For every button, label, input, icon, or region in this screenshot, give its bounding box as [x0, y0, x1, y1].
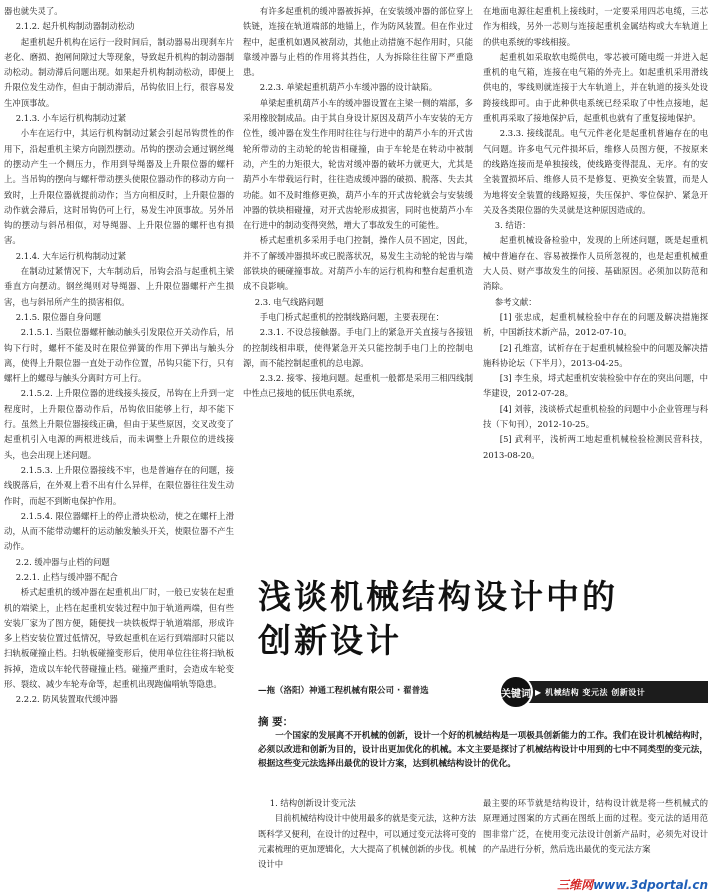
paragraph: 桥式起重机多采用手电门控制，操作人员不固定，因此，并不了解缓冲器损坏或已脱落状况，易发生主动轮的轮齿与端部铁块的硬碰撞事故。对葫芦小车的运行机构和整台起重机造成不良影响。: [243, 235, 473, 292]
paragraph: 在地面电源往起重机上接线时，一定要采用四芯电缆，三芯作为相线，另外一芯则与连接起重机金属结构或大车轨道上的供电系统的零线相接。: [483, 6, 708, 47]
section-heading: 参考文献：: [494, 296, 537, 307]
paragraph: 目前机械结构设计中使用最多的就是变元法，这种方法既科学又便利，在设计的过程中，可以通过变元法将可变的元素梳理的更加逻辑化，大大提高了机械创新的步伐。机械设计中: [258, 813, 476, 870]
paragraph: 桥式起重机的缓冲器在起重机出厂时，一般已安装在起重机的端梁上，止档在起重机安装过程中加于轨道两端，但有些安装厂家为了图方便，随便找一块铁板焊于轨道端部，形成许多上档安装位置过低情况，导致起重机在运行到端部时只能以扫轨板碰撞止档。扫轨板碰撞变形后，使用单位往往将扫轨板拆掉，造成以车轮代替碰撞止档。碰撞严重时，会造成车轮变形、裂纹、减少车轮寿命等，起重机出现跑偏啃轨等隐患。: [4, 587, 234, 690]
paragraph: 起重机械设备检验中，发现的上所述问题，既是起重机械中普遍存在、容易被操作人员所忽视的，也是起重机械重大人员、财产事故发生的问接、基础原因。必须加以防范和消除。: [483, 235, 708, 292]
watermark: [557, 876, 708, 893]
section-heading: 2.1.2. 起升机构制动器制动松动: [15, 21, 135, 32]
paragraph: 2.1.5.4. 限位器螺杆上的停止滑块松动，使之在螺杆上滑动，从而不能带动螺杆的运动触发触头开关，使限位器不产生动作。: [4, 510, 234, 552]
paragraph: 2.1.5.2. 上升限位器的进线接头接反，吊钩在上升到一定程度时，上升限位器动作后，吊钩依旧能够上行，却不能下行。虽然上升限位器接线正确，但由于某些原因，交叉改变了起重机引入电源的两根进线后，而未调整上升限位的进线接头，也会出现上述问题。: [4, 388, 234, 460]
section-heading: 2.1.4. 大车运行机构制动过紧: [15, 250, 127, 261]
paragraph: 手电门桥式起重机的控制线路问题，主要表现在：: [259, 311, 445, 322]
paragraph: 小车在运行中，其运行机构制动过紧会引起吊钩贯性的作用下，沿起重机主梁方向剧烈摆动。吊钩的摆动会通过钢丝绳的摆动产生一个侧压力，作用到导绳器及上升限位器的螺杆上。当吊钩的摆向与螺杆带动摆头使限位器动作的移动方向一致时，上升限位器就提前动作；当方向相反时，上升限位器的动作就会滞后，这时吊钩仍可上行，易发生冲顶事故。另外吊钩的摆动与斜吊相似，对导绳器、上升限位器的螺杆也有损害。: [4, 128, 234, 246]
section-heading: 2.1.3. 小车运行机构制动过紧: [15, 113, 127, 124]
abstract-text: 一个国家的发展离不开机械的创新，设计一个好的机械结构是一项极具创新能力的工作。我们在设计机械结构时，必须以改进和创新为目的，设计出更加优化的机械。本文主要是探讨了机械结构设计中用到的七中不同类型的变元法，根据这些变元法选择出最优的设计方案，达到机械结构设计的优化。: [258, 731, 708, 770]
section-heading: 2.2. 缓冲器与止档的问题: [15, 556, 110, 567]
keywords-list: 机械结构 变元法 创新设计: [545, 687, 646, 697]
column-5: [483, 796, 708, 857]
abstract-label: 摘 要：: [258, 716, 294, 728]
reference-item: [1] 张忠成，起重机械检验中存在的问题及解决措施探析，中国新技术新产品，2012-07-10。: [483, 311, 708, 338]
paragraph: 起重机如采取软电缆供电，零芯被可随电缆一并进入起重机的电气箱，连接在电气箱的外壳上。如起重机采用滑线供电的，零线则就连接于大车轨道上，并在轨道的接头处设跨接线即可。由于此种供电系统已经采取了中性点接地，起重机再采取了接地保护后，起重机也就有了重复接地保护。: [483, 51, 708, 124]
paragraph: 2.1.5.1. 当限位器螺杆触动触头引发限位开关动作后，吊钩下行时，螺杆不能及时在限位弹簧的作用下弹出与触头分离，使得上升限位器一直处于动作位置，吊钩只能下行，只有螺杆上的螺母与触头分离时方可上行。: [4, 327, 234, 384]
reference-item: [2] 孔维富，试析存在于起重机械检验中的问题及解决措施科协论坛（下半月），2013-04-25。: [483, 342, 708, 368]
paragraph: 最主要的环节就是结构设计，结构设计就是将一些机械式的原理通过图案的方式画在图纸上面的过程。变元法的适用范围非常广泛，在使用变元法设计创新产品时，必须先对设计的产品进行分析，然后选出最优的变元法方案: [483, 798, 708, 854]
reference-item: [3] 李生泉，埒式起重机安装检验中存在的突出问题，中华建设，2012-07-28。: [483, 373, 708, 399]
arrow-icon: ▶: [535, 687, 542, 697]
column-2: [243, 4, 473, 402]
section-heading: 3. 结语：: [494, 220, 531, 231]
paragraph: 2.3.2. 接零、接地问题。起重机一般都是采用三相四线制中性点已接地的低压供电系统，: [243, 373, 473, 399]
article-title-line-1: 浅谈机械结构设计中的: [258, 577, 618, 616]
article-title: [258, 575, 708, 663]
article-title-line-2: 创新设计: [258, 621, 402, 660]
column-4: [258, 796, 476, 872]
watermark-url: www.3dportal.cn: [593, 878, 708, 892]
paragraph: 器也就失灵了。: [4, 6, 63, 16]
paragraph: 单梁起重机葫芦小车的缓冲器设置在主梁一侧的端部，多采用橡胶制成品。由于其自身设计原因及葫芦小车安装的无方位性，缓冲器在发生作用时往往与行进中的葫芦小车的开式齿轮所带动的主动轮的轮齿相碰撞，由于车轮是在转动中被制动，产生的力矩很大，轮齿对缓冲器的破坏力就更大，尤其是葫芦小车带载运行时，往往造成缓冲器的破损、脱落、失去其功能。如不及时维修更换，葫芦小车的开式齿轮就会与安装缓冲器的铁块相碰撞，对开式齿轮形成损害，同时也使葫芦小车在行进中的制动变得突然，增大了事故发生的可能性。: [243, 97, 473, 231]
article-author: —拖（洛阳）神通工程机械有限公司 · 翟普选: [258, 686, 429, 696]
section-heading: 2.3. 电气线路问题: [254, 296, 324, 307]
watermark-cn: 三维网: [557, 878, 594, 892]
section-heading: 1. 结构创新设计变元法: [269, 798, 356, 808]
column-1: [4, 4, 234, 708]
section-heading: 2.2.2. 防风装置取代缓冲器: [15, 694, 118, 705]
paragraph: 2.1.5.3. 上升限位器接线不牢，也是普遍存在的问题，接线脱落后，在外观上看不出有什么异样，在限位器往往发生动作时，而起不到断电保护作用。: [4, 464, 234, 506]
column-3: [483, 4, 708, 463]
paragraph: 2.3.1. 不设总接触器。手电门上的紧急开关直接与各接钮的控制线相串联，使得紧急开关只能控制手电门上的控制电源，而不能控制起重机的总电源。: [243, 327, 473, 368]
section-heading: 2.2.1. 止档与缓冲器不配合: [15, 571, 118, 582]
keyword-badge: 关键词: [499, 675, 533, 709]
paragraph: 2.2.3. 单梁起重机葫芦小车缓冲器的设计缺陷。: [259, 82, 438, 93]
reference-item: [5] 武利平，浅析两工地起重机械检验检测民营科技，2013-08-20。: [483, 434, 708, 460]
section-heading: 2.1.5. 限位器自身问题: [15, 311, 102, 322]
paragraph: 起重机起升机构在运行一段时间后，制动器易出现刹车片老化、磨损、抱闸间隙过大等现象，导致起升机构的制动器制动松动。制动滞后问题出现。如果起升机构制动松动，即便上升限位发生动作，但由于制动滞后，吊钩依旧上行，很容易发生冲顶事故。: [4, 36, 234, 108]
keywords-banner: [501, 681, 708, 703]
paragraph: 有许多起重机的缓冲器被拆掉，在安装缓冲器的部位穿上铁链，连接在轨道端部的地锚上，作为防风装置。但在作业过程中，起重机如遇风被刮动，其他止动措施不起作用时，只能靠缓冲器与止档的作用将其挡住，人为拆除往往留下严重隐患。: [243, 6, 473, 78]
paragraph: 2.3.3. 接线混乱。电气元件老化是起重机普遍存在的电气问题。许多电气元件损坏后，维修人员图方便，不按原来的线路连接而是单独接线，使线路变得混乱、无序。有的安全装置损坏后、维修人员不是修复、更换安全装置，而是人为地将安全装置的线路短接，失压保护、零位保护、紧急开关及各类限位器的失灵就是这种原因造成的。: [483, 128, 708, 215]
reference-item: [4] 刘蓉，浅谈桥式起重机检验的问题中小企业管理与科技（下旬刊），2012-10-25。: [483, 403, 708, 430]
paragraph: 在制动过紧情况下，大车制动后，吊钩会沿与起重机主梁垂直方向摆动。钢丝绳则对导绳器、上升限位器螺杆产生损害，也与斜吊所产生的损害相似。: [4, 266, 234, 307]
